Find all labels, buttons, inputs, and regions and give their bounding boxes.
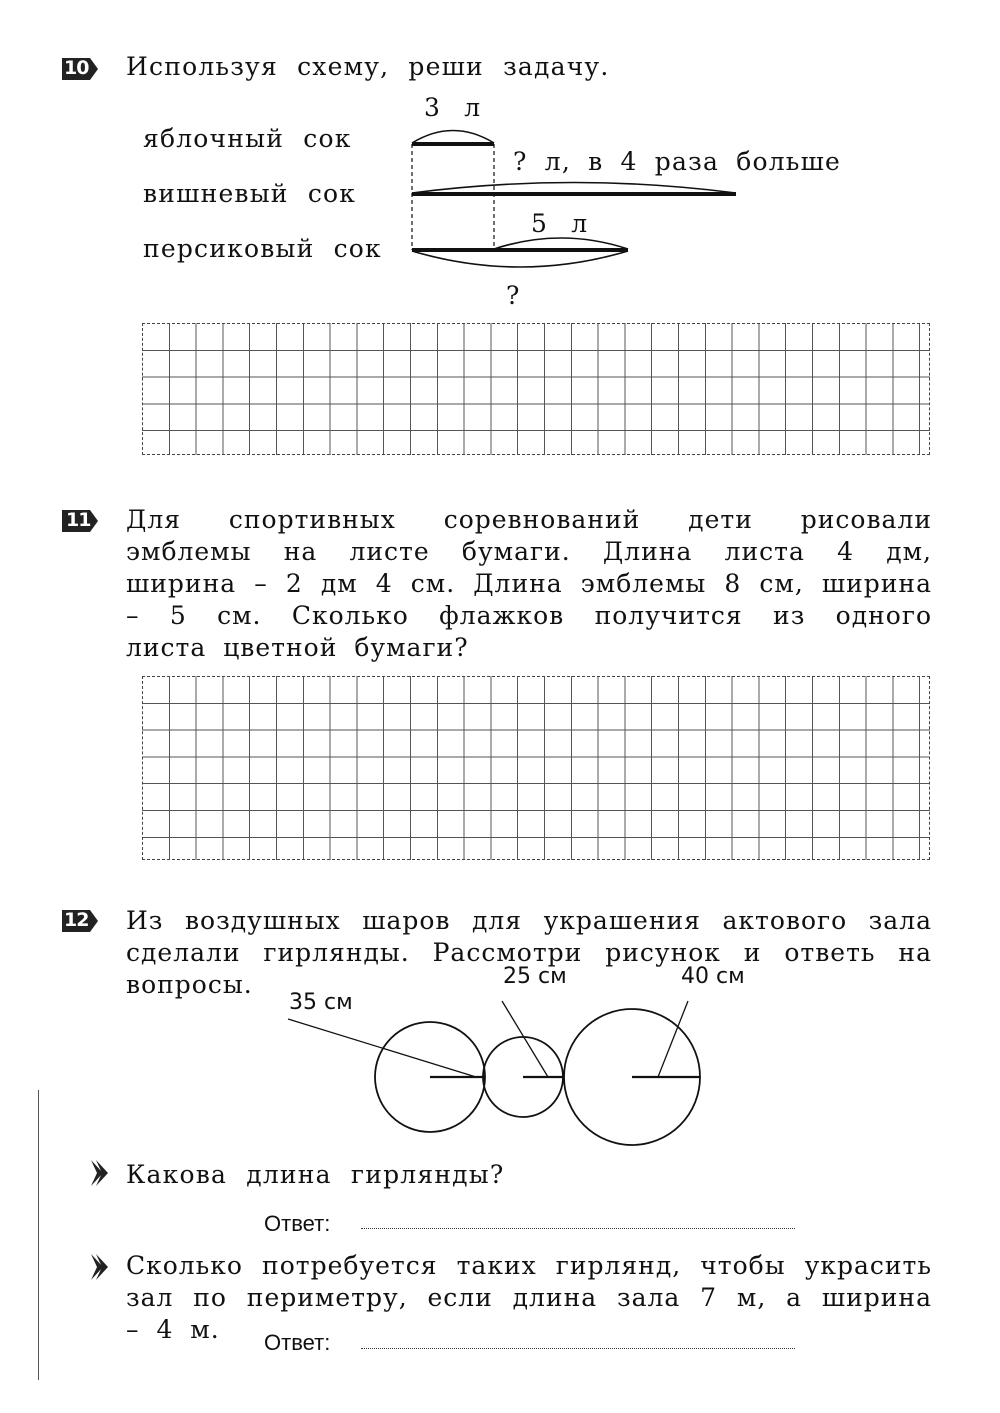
question-bullet-icon	[89, 1252, 109, 1282]
task-11-answer-grid[interactable]	[142, 676, 930, 860]
peach-extra-label: 5 л	[531, 209, 589, 238]
task-10-number: 10	[64, 57, 89, 79]
apple-value-label: 3 л	[424, 93, 482, 122]
task-12-number: 12	[64, 909, 89, 931]
peach-total-brace	[412, 251, 628, 267]
balloon-right-leader	[658, 1001, 688, 1077]
cherry-brace	[412, 183, 736, 194]
answer-label-1: Ответ:	[264, 1211, 331, 1236]
balloons-diagram	[280, 985, 710, 1150]
answer-input-2[interactable]	[361, 1348, 795, 1349]
label-cherry-juice: вишневый сок	[143, 179, 357, 208]
page-edge-divider	[38, 1090, 39, 1380]
peach-question-label: ?	[506, 281, 521, 310]
task-11-text: Для спортивных соревнований дети рисовали эмблемы на листе бумаги. Длина листа 4 дм, ширина – 2 дм 4 см. Длина эмблемы 8 см, ширина – 5 см. Сколько флажков получится из одного листа цветной бумаги?	[126, 505, 932, 662]
juice-segment-diagram	[400, 110, 750, 290]
balloon-middle-label: 25 см	[503, 964, 567, 989]
label-peach-juice: персиковый сок	[143, 234, 382, 263]
task-10-title: Используя схему, реши задачу.	[126, 52, 610, 81]
task-10-answer-grid[interactable]	[142, 323, 930, 455]
balloon-right-label: 40 см	[681, 964, 745, 989]
question-bullet-icon	[89, 1158, 109, 1188]
label-apple-juice: яблочный сок	[143, 124, 352, 153]
apple-brace	[412, 131, 494, 144]
task-12-text: Из воздушных шаров для украшения актового зала сделали гирлянды. Рассмотри рисунок и ответь на вопросы.	[126, 906, 932, 999]
balloon-left-leader	[288, 1019, 476, 1077]
task-11-number: 11	[66, 509, 91, 531]
peach-extra-brace	[494, 238, 628, 249]
task-12-question-1: Какова длина гирлянды?	[126, 1160, 505, 1189]
task-12-question-2: Сколько потребуется таких гирлянд, чтобы украсить зал по периметру, если длина зала 7 м, а ширина – 4 м.	[126, 1251, 932, 1344]
answer-label-2: Ответ:	[264, 1330, 331, 1355]
answer-input-1[interactable]	[361, 1228, 795, 1229]
cherry-value-label: ? л, в 4 раза больше	[513, 147, 842, 176]
balloon-left-label: 35 см	[289, 990, 353, 1015]
